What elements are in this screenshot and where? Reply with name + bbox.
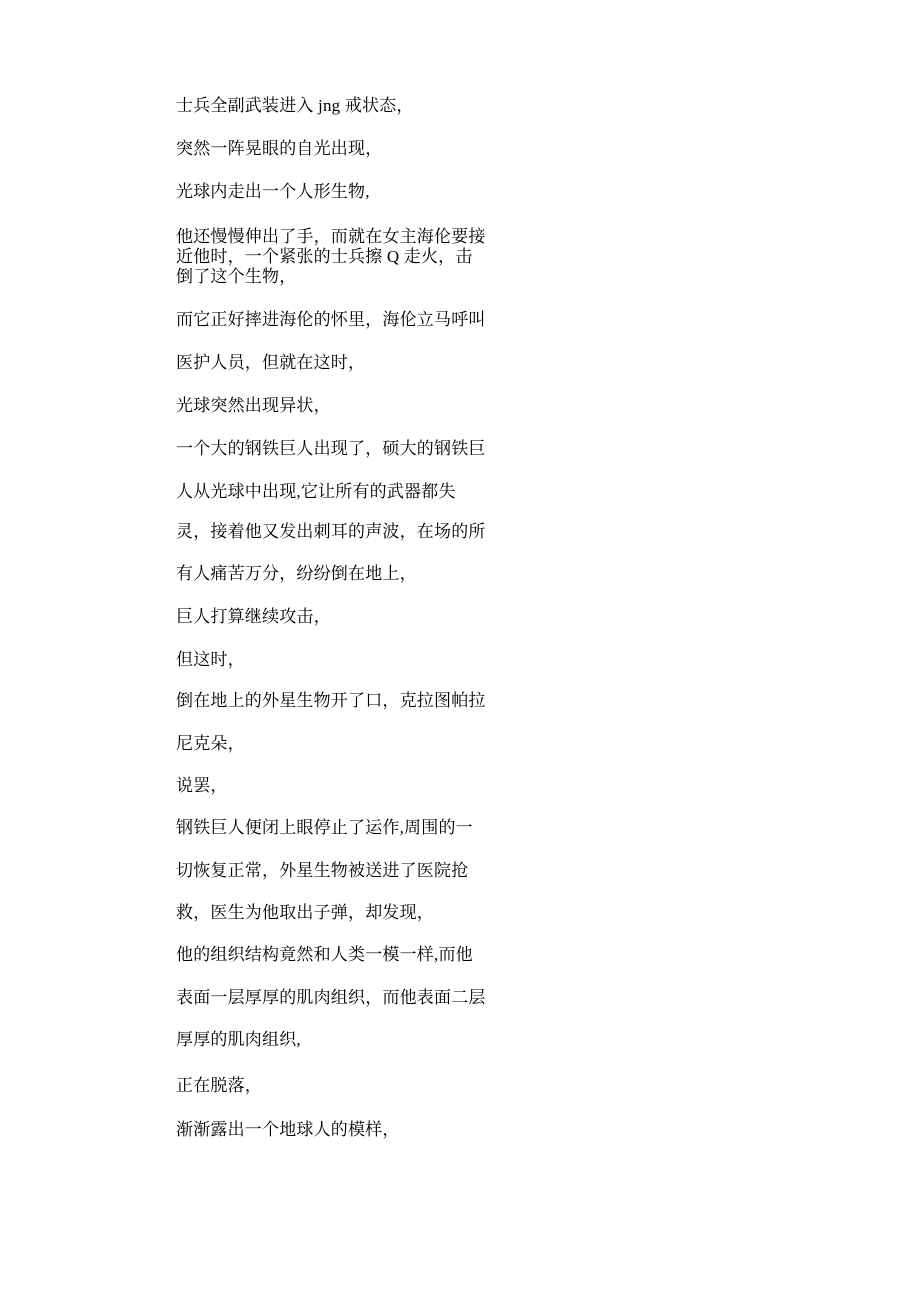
paragraph — [176, 482, 456, 502]
paragraph — [176, 96, 414, 116]
text-line: 他的组织结构竟然和人类一模一样,而他 — [176, 945, 473, 964]
text-line: 一个大的钢铁巨人出现了，硕大的钢铁巨 — [176, 439, 486, 458]
text-line: 突然一阵晃眼的自光出现， — [176, 139, 383, 158]
paragraph — [176, 1076, 262, 1096]
text-line: 灵，接着他又发出刺耳的声波，在场的所 — [176, 522, 486, 541]
text-line: 近他时，一个紧张的士兵擦 Q 走火，击 — [176, 247, 473, 266]
paragraph — [176, 650, 245, 670]
text-line: 光球内走出一个人形生物, — [176, 182, 370, 201]
paragraph — [176, 607, 331, 627]
paragraph — [176, 227, 486, 287]
text-line: 而它正好摔进海伦的怀里，海伦立马呼叫 — [176, 310, 486, 329]
text-line: 倒在地上的外星生物开了口，克拉图帕拉 — [176, 691, 486, 710]
text-line: 尼克朵， — [176, 734, 245, 753]
paragraph — [176, 139, 382, 159]
paragraph — [176, 818, 473, 838]
paragraph — [176, 353, 365, 373]
paragraph — [176, 691, 486, 711]
text-line: 他还慢慢伸出了手，而就在女主海伦要接 — [176, 227, 486, 246]
text-line: 倒了这个生物， — [176, 267, 297, 286]
paragraph — [176, 988, 486, 1008]
paragraph — [176, 945, 473, 965]
text-line: 人从光球中出现,它让所有的武器都失 — [176, 482, 456, 501]
paragraph — [176, 1030, 301, 1050]
text-line: 钢铁巨人便闭上眼停止了运作,周围的一 — [176, 818, 473, 837]
paragraph — [176, 903, 434, 923]
paragraph — [176, 776, 228, 796]
text-line: 士兵全副武装进入 jng 戒状态， — [176, 96, 414, 115]
paragraph — [176, 734, 245, 754]
paragraph — [176, 396, 331, 416]
paragraph — [176, 1120, 400, 1140]
text-line: 厚厚的肌肉组织, — [176, 1030, 301, 1049]
text-line: 表面一层厚厚的肌肉组织，而他表面二层 — [176, 988, 486, 1007]
text-line: 说罢， — [176, 776, 228, 795]
text-line: 有人痛苦万分，纷纷倒在地上， — [176, 564, 417, 583]
paragraph — [176, 564, 417, 584]
text-line: 切恢复正常，外星生物被送进了医院抢 — [176, 861, 469, 880]
paragraph — [176, 522, 486, 542]
paragraph — [176, 439, 486, 459]
text-line: 救，医生为他取出子弹，却发现， — [176, 903, 434, 922]
paragraph — [176, 310, 486, 330]
text-line: 但这时， — [176, 650, 245, 669]
text-line: 巨人打算继续攻击， — [176, 607, 331, 626]
text-line: 正在脱落， — [176, 1076, 262, 1095]
text-line: 光球突然出现异状， — [176, 396, 331, 415]
text-line: 医护人员，但就在这时， — [176, 353, 366, 372]
paragraph — [176, 182, 370, 202]
paragraph — [176, 861, 468, 881]
text-line: 渐渐露出一个地球人的模样， — [176, 1120, 400, 1139]
